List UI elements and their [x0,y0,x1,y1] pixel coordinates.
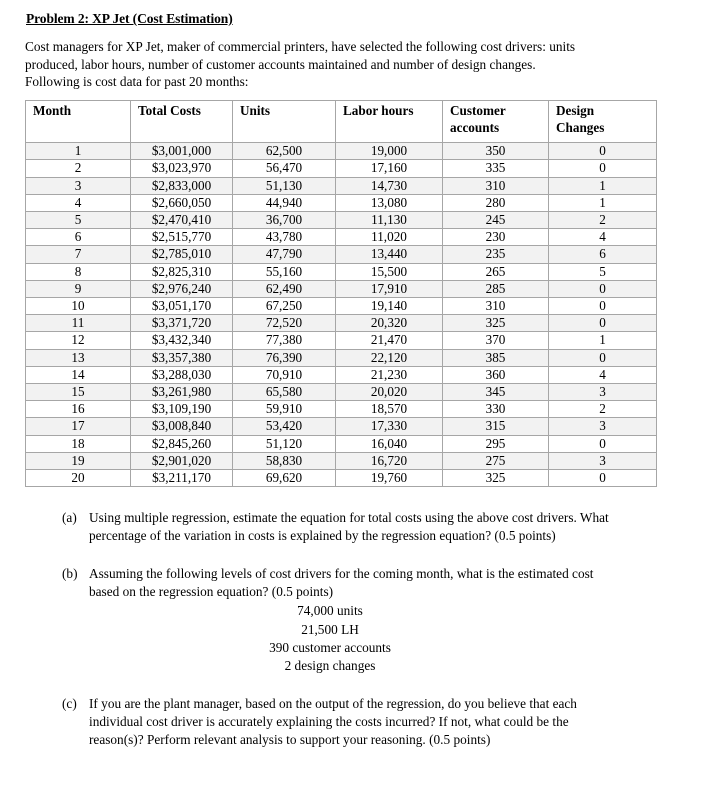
cell-customer-accounts: 285 [443,280,549,297]
cell-month: 20 [26,469,131,486]
cell-units: 51,130 [233,177,336,194]
table-header-row [26,101,657,143]
cell-total-costs: $2,660,050 [131,194,233,211]
question-b-line-2: based on the regression equation? (0.5 points) [89,584,334,600]
cell-month: 12 [26,332,131,349]
cell-total-costs: $2,470,410 [131,211,233,228]
question-a [25,509,699,546]
cell-customer-accounts: 315 [443,418,549,435]
cell-customer-accounts: 360 [443,366,549,383]
cell-units: 44,940 [233,194,336,211]
cell-customer-accounts: 245 [443,211,549,228]
cell-labor-hours: 16,720 [336,452,443,469]
cell-units: 65,580 [233,383,336,400]
cell-total-costs: $3,023,970 [131,160,233,177]
cell-labor-hours: 11,130 [336,211,443,228]
cell-total-costs: $2,845,260 [131,435,233,452]
table-row [26,229,657,246]
cell-design-changes: 0 [549,160,657,177]
cell-month: 5 [26,211,131,228]
question-c-line-2: individual cost driver is accurately explaining the costs incurred? If not, what could be the [89,713,569,729]
cell-labor-hours: 13,440 [336,246,443,263]
question-c-line-1: If you are the plant manager, based on the output of the regression, do you believe that each [89,695,577,711]
cell-labor-hours: 11,020 [336,229,443,246]
cell-total-costs: $2,833,000 [131,177,233,194]
cell-units: 47,790 [233,246,336,263]
cell-units: 69,620 [233,469,336,486]
cell-month: 14 [26,366,131,383]
cell-customer-accounts: 345 [443,383,549,400]
cell-units: 59,910 [233,401,336,418]
cell-units: 56,470 [233,160,336,177]
cell-month: 19 [26,452,131,469]
cell-units: 51,120 [233,435,336,452]
cell-month: 8 [26,263,131,280]
column-header-month-line1: Month [33,103,72,119]
table-row [26,332,657,349]
cell-labor-hours: 17,330 [336,418,443,435]
cell-customer-accounts: 335 [443,160,549,177]
cell-customer-accounts: 265 [443,263,549,280]
cell-customer-accounts: 325 [443,469,549,486]
table-header [26,101,657,143]
cell-month: 16 [26,401,131,418]
cell-customer-accounts: 310 [443,297,549,314]
cell-labor-hours: 17,910 [336,280,443,297]
table-row [26,194,657,211]
table-row [26,366,657,383]
cell-design-changes: 1 [549,332,657,349]
cell-design-changes: 3 [549,383,657,400]
column-header-customer-accounts-line2: accounts [450,119,500,135]
cell-labor-hours: 13,080 [336,194,443,211]
cell-customer-accounts: 280 [443,194,549,211]
column-header-design-changes [549,101,657,143]
cell-month: 17 [26,418,131,435]
table-row [26,435,657,452]
cell-customer-accounts: 295 [443,435,549,452]
questions-list [25,509,699,749]
cell-month: 11 [26,315,131,332]
cell-design-changes: 0 [549,435,657,452]
table-row [26,160,657,177]
intro-line-2: produced, labor hours, number of customer accounts maintained and number of design changes. [25,56,536,72]
column-header-units [233,101,336,143]
cell-labor-hours: 16,040 [336,435,443,452]
cell-labor-hours: 17,160 [336,160,443,177]
driver-value-labor-hours: 21,500 LH [301,621,359,637]
table-row [26,452,657,469]
table-row [26,349,657,366]
column-header-total-costs [131,101,233,143]
question-b [25,565,699,676]
question-a-line-1: Using multiple regression, estimate the equation for total costs using the above cost drivers. What [89,510,609,526]
cell-customer-accounts: 310 [443,177,549,194]
cell-total-costs: $3,288,030 [131,366,233,383]
cell-total-costs: $2,901,020 [131,452,233,469]
cell-month: 7 [26,246,131,263]
column-header-design-changes-line2: Changes [556,119,605,135]
cell-labor-hours: 22,120 [336,349,443,366]
cell-month: 10 [26,297,131,314]
cell-units: 70,910 [233,366,336,383]
table-row [26,469,657,486]
table-row [26,418,657,435]
cell-labor-hours: 19,000 [336,143,443,160]
table-row [26,383,657,400]
intro-paragraph [25,38,687,91]
cell-total-costs: $3,432,340 [131,332,233,349]
cell-customer-accounts: 325 [443,315,549,332]
cost-data-table [25,100,657,487]
cell-units: 62,500 [233,143,336,160]
cell-units: 67,250 [233,297,336,314]
cell-units: 72,520 [233,315,336,332]
cell-month: 3 [26,177,131,194]
cell-labor-hours: 19,760 [336,469,443,486]
cell-labor-hours: 21,230 [336,366,443,383]
table-body [26,143,657,487]
cell-design-changes: 4 [549,229,657,246]
cell-total-costs: $2,515,770 [131,229,233,246]
driver-value-units: 74,000 units [297,603,363,619]
cell-design-changes: 3 [549,452,657,469]
cell-labor-hours: 20,020 [336,383,443,400]
cell-month: 18 [26,435,131,452]
cell-month: 15 [26,383,131,400]
cell-units: 58,830 [233,452,336,469]
column-header-customer-accounts [443,101,549,143]
cell-design-changes: 0 [549,315,657,332]
question-a-body [89,509,679,546]
cell-total-costs: $3,008,840 [131,418,233,435]
intro-line-1: Cost managers for XP Jet, maker of commercial printers, have selected the following cost drivers: units [25,39,576,54]
cell-month: 6 [26,229,131,246]
cell-month: 1 [26,143,131,160]
table-row [26,280,657,297]
driver-value-customer-accounts: 390 customer accounts [269,639,391,655]
column-header-labor-hours-line1: Labor hours [343,103,414,119]
cell-units: 76,390 [233,349,336,366]
column-header-design-changes-line1: Design [556,103,595,119]
column-header-total-costs-line1: Total Costs [138,103,201,119]
question-c-line-3: reason(s)? Perform relevant analysis to support your reasoning. (0.5 points) [89,732,491,748]
cell-month: 9 [26,280,131,297]
cell-design-changes: 0 [549,143,657,160]
cell-units: 36,700 [233,211,336,228]
cell-customer-accounts: 350 [443,143,549,160]
table-row [26,143,657,160]
cell-design-changes: 6 [549,246,657,263]
table-row [26,177,657,194]
question-c-label: (c) [62,695,77,711]
cell-units: 43,780 [233,229,336,246]
question-b-line-1: Assuming the following levels of cost drivers for the coming month, what is the estimated cost [89,565,594,581]
cell-customer-accounts: 230 [443,229,549,246]
question-a-line-2: percentage of the variation in costs is explained by the regression equation? (0.5 points) [89,528,556,544]
cell-design-changes: 0 [549,469,657,486]
cell-labor-hours: 21,470 [336,332,443,349]
cell-labor-hours: 20,320 [336,315,443,332]
column-header-customer-accounts-line1: Customer [450,103,506,119]
cell-design-changes: 3 [549,418,657,435]
cell-total-costs: $3,371,720 [131,315,233,332]
driver-value-design-changes: 2 design changes [284,658,376,674]
table-row [26,246,657,263]
cell-total-costs: $2,976,240 [131,280,233,297]
cell-design-changes: 5 [549,263,657,280]
question-b-label: (b) [62,565,78,581]
question-c-body [89,695,679,750]
table-row [26,401,657,418]
intro-line-3: Following is cost data for past 20 months: [25,74,249,90]
cost-driver-values [89,602,571,675]
cell-units: 53,420 [233,418,336,435]
cell-total-costs: $3,261,980 [131,383,233,400]
cell-total-costs: $3,001,000 [131,143,233,160]
column-header-units-line1: Units [240,103,271,119]
cell-labor-hours: 15,500 [336,263,443,280]
cell-units: 55,160 [233,263,336,280]
cell-customer-accounts: 370 [443,332,549,349]
cell-design-changes: 0 [549,280,657,297]
cell-design-changes: 2 [549,211,657,228]
question-b-body [89,565,679,676]
cell-total-costs: $2,785,010 [131,246,233,263]
cell-labor-hours: 18,570 [336,401,443,418]
cell-month: 2 [26,160,131,177]
table-row [26,315,657,332]
cell-labor-hours: 14,730 [336,177,443,194]
cell-units: 77,380 [233,332,336,349]
cell-customer-accounts: 275 [443,452,549,469]
cell-total-costs: $3,051,170 [131,297,233,314]
cell-design-changes: 4 [549,366,657,383]
cell-total-costs: $3,211,170 [131,469,233,486]
table-row [26,297,657,314]
cell-total-costs: $2,825,310 [131,263,233,280]
cell-customer-accounts: 235 [443,246,549,263]
page-title: Problem 2: XP Jet (Cost Estimation) [26,11,233,26]
column-header-labor-hours [336,101,443,143]
table-row [26,263,657,280]
cell-month: 4 [26,194,131,211]
cell-customer-accounts: 385 [443,349,549,366]
table-row [26,211,657,228]
question-a-label: (a) [62,510,77,526]
cell-month: 13 [26,349,131,366]
cell-units: 62,490 [233,280,336,297]
cell-design-changes: 0 [549,349,657,366]
cell-design-changes: 1 [549,177,657,194]
cell-customer-accounts: 330 [443,401,549,418]
cell-total-costs: $3,357,380 [131,349,233,366]
cell-design-changes: 1 [549,194,657,211]
column-header-month [26,101,131,143]
cell-total-costs: $3,109,190 [131,401,233,418]
question-c [25,695,699,750]
cell-design-changes: 2 [549,401,657,418]
cell-labor-hours: 19,140 [336,297,443,314]
cell-design-changes: 0 [549,297,657,314]
